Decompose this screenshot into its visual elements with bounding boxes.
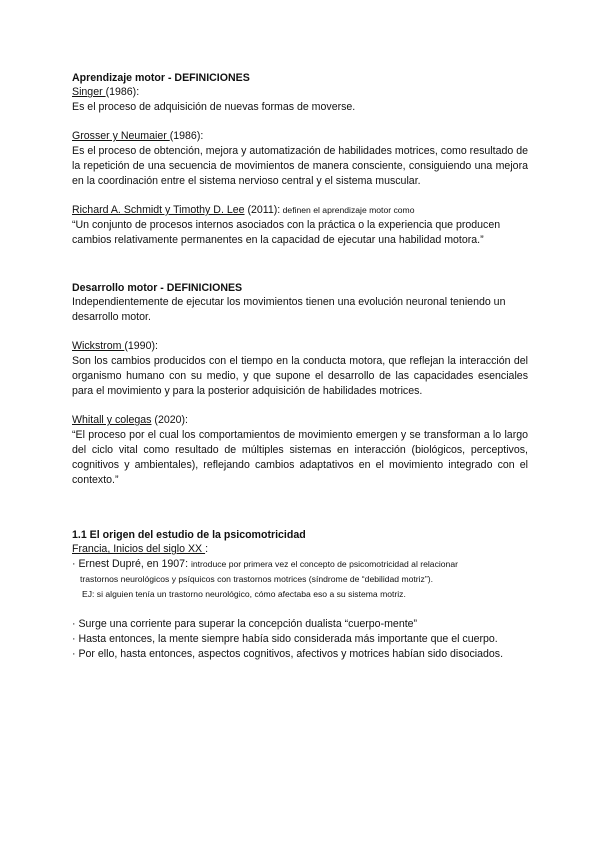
section-title-origin: 1.1 El origen del estudio de la psicomotricidad [72, 529, 306, 541]
definition-singer: Es el proceso de adquisición de nuevas formas de moverse. [72, 101, 356, 113]
origin-subtitle [72, 542, 528, 557]
year-wickstrom: (1990): [124, 340, 158, 352]
definition-grosser: Es el proceso de obtención, mejora y automatización de habilidades motrices, como resultado de la repetición de una secuencia de movimientos de manera consciente, consiguiendo una mejora en la coordinación entre el sistema nervioso central y el sistema muscular. [72, 145, 528, 187]
section-title-motor-learning: Aprendizaje motor - DEFINICIONES [72, 72, 250, 84]
dupre-lead: · Ernest Dupré, en 1907: [72, 558, 191, 570]
dupre-note-2: trastornos neurológicos y psíquicos con trastornos motrices (síndrome de “debilidad motriz”). [80, 574, 433, 584]
author-schmidt: Richard A. Schmidt y Timothy D. Lee [72, 204, 245, 216]
year-singer: (1986): [105, 86, 140, 98]
document-page [72, 71, 528, 662]
citation-whitall [72, 413, 528, 428]
year-schmidt: (2011): [244, 204, 281, 216]
author-whitall: Whitall y colegas [72, 414, 152, 426]
dupre-example: EJ: si alguien tenía un trastorno neurológico, cómo afectaba eso a su sistema motriz. [82, 589, 406, 599]
intro-motor-development: Independientemente de ejecutar los movimientos tienen una evolución neuronal teniendo un desarrollo motor. [72, 296, 506, 323]
citation-singer [72, 85, 528, 100]
dupre-line [72, 557, 528, 572]
year-grosser: (1986): [169, 130, 204, 142]
citation-wickstrom [72, 339, 528, 354]
list-item: · Hasta entonces, la mente siempre había sido considerada más importante que el cuerpo. [72, 633, 498, 645]
list-item: · Surge una corriente para superar la concepción dualista “cuerpo-mente” [72, 618, 418, 630]
note-schmidt: definen el aprendizaje motor como [280, 205, 415, 215]
section-title-motor-development: Desarrollo motor - DEFINICIONES [72, 282, 243, 294]
citation-grosser [72, 129, 528, 144]
author-wickstrom: Wickstrom [72, 340, 125, 352]
definition-wickstrom: Son los cambios producidos con el tiempo en la conducta motora, que reflejan la interacción del organismo humano con su medio, y que supone el desarrollo de las capacidades esenciales para el movimiento y para la posterior adquisición de habilidades motrices. [72, 355, 528, 397]
author-grosser: Grosser y Neumaier [72, 130, 170, 142]
definition-whitall: “El proceso por el cual los comportamientos de movimiento emergen y se transforman a lo largo del ciclo vital como resultado de múltiples sistemas en interacción (biológicos, perceptivos, cognitivos y ambientales), reflejando cambios adaptativos en el movimiento integrado con el contexto.” [72, 429, 528, 486]
dupre-note-1: introduce por primera vez el concepto de psicomotricidad al relacionar [190, 559, 458, 569]
definition-schmidt: “Un conjunto de procesos internos asociados con la práctica o la experiencia que producen cambios relativamente permanentes en la capacidad de ejecutar una habilidad motora.” [72, 219, 501, 246]
list-item: · Por ello, hasta entonces, aspectos cognitivos, afectivos y motrices habían sido disociados. [72, 648, 504, 660]
origin-subtitle-text: Francia, Inicios del siglo XX [72, 543, 206, 555]
author-singer: Singer [72, 86, 106, 98]
year-whitall: (2020): [151, 414, 188, 426]
origin-subtitle-colon: : [205, 543, 209, 555]
citation-schmidt [72, 203, 528, 218]
